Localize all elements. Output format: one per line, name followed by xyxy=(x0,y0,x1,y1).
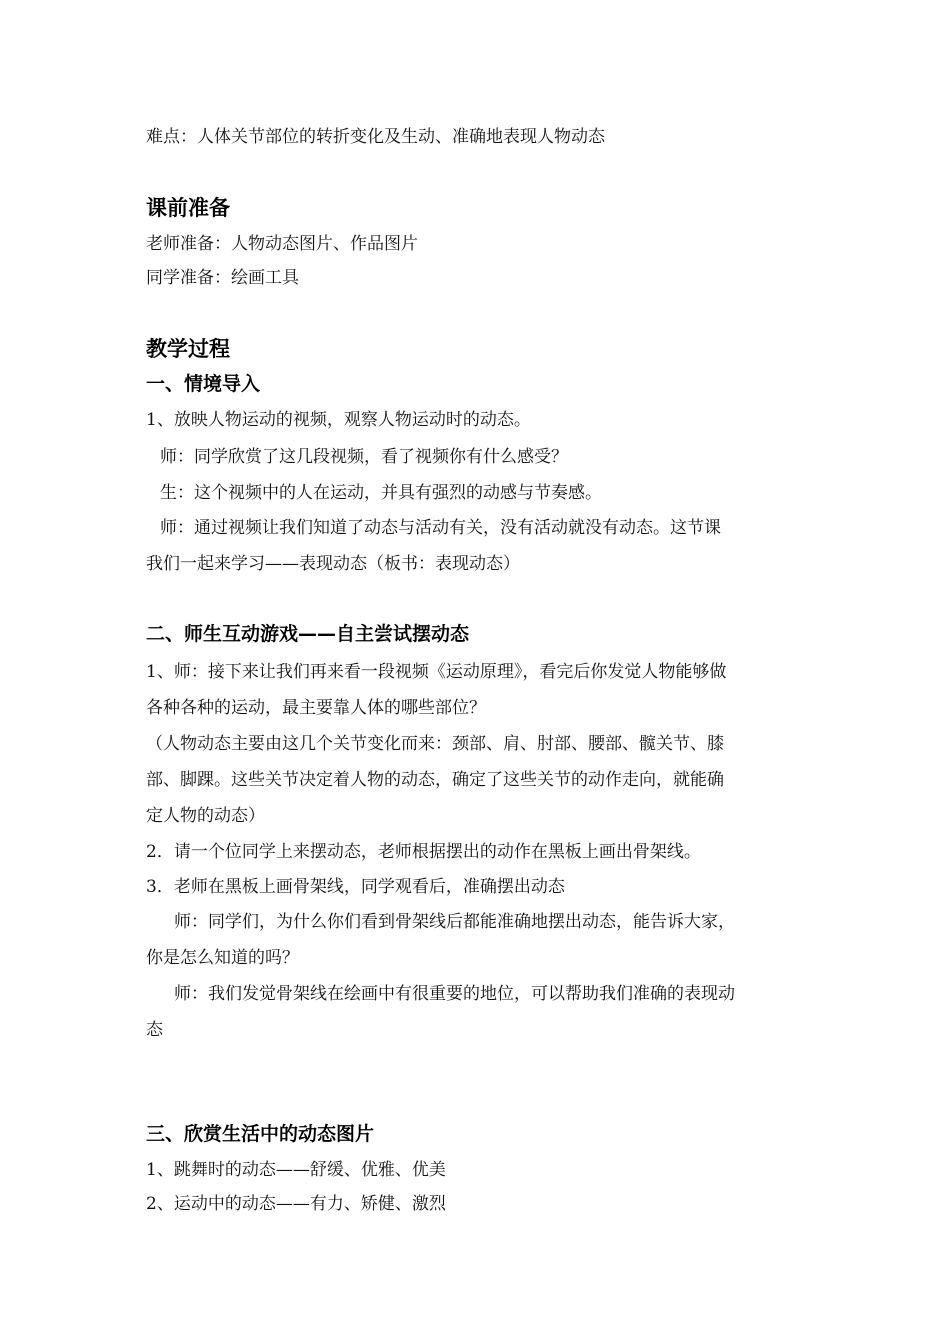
section2-line: （人物动态主要由这几个关节变化而来：颈部、肩、肘部、腰部、髋关节、膝 xyxy=(146,734,724,754)
section2-line: 师：同学们，为什么你们看到骨架线后都能准确地摆出动态，能告诉大家， xyxy=(174,912,735,932)
section2-line: 你是怎么知道的吗？ xyxy=(146,948,299,968)
section2-heading: 二、师生互动游戏——自主尝试摆动态 xyxy=(146,623,470,645)
section1-line: 1、放映人物运动的视频，观察人物运动时的动态。 xyxy=(146,410,531,430)
section3-heading: 三、欣赏生活中的动态图片 xyxy=(146,1123,375,1145)
difficulty-text: 难点：人体关节部位的转折变化及生动、准确地表现人物动态 xyxy=(146,127,605,147)
section2-line: 各种各种的运动，最主要靠人体的哪些部位？ xyxy=(146,698,486,718)
prep-student: 同学准备：绘画工具 xyxy=(146,268,299,288)
section3-line: 1、跳舞时的动态——舒缓、优雅、优美 xyxy=(146,1160,446,1180)
process-heading: 教学过程 xyxy=(146,337,230,361)
prep-teacher: 老师准备：人物动态图片、作品图片 xyxy=(146,234,418,254)
section3-line: 2、运动中的动态——有力、矫健、激烈 xyxy=(146,1194,446,1214)
section1-heading: 一、情境导入 xyxy=(146,373,261,395)
section2-line: 3．老师在黑板上画骨架线，同学观看后，准确摆出动态 xyxy=(146,877,565,897)
prep-heading: 课前准备 xyxy=(146,196,230,220)
section2-line: 2．请一个位同学上来摆动态，老师根据摆出的动作在黑板上画出骨架线。 xyxy=(146,842,701,862)
section1-line: 师：通过视频让我们知道了动态与活动有关，没有活动就没有动态。这节课 xyxy=(160,518,721,538)
section2-line: 师：我们发觉骨架线在绘画中有很重要的地位，可以帮助我们准确的表现动 xyxy=(174,984,735,1004)
section2-line: 部、脚踝。这些关节决定着人物的动态，确定了这些关节的动作走向，就能确 xyxy=(146,770,724,790)
section2-line: 态 xyxy=(146,1020,163,1040)
section1-line: 我们一起来学习——表现动态（板书：表现动态） xyxy=(146,554,520,574)
section2-line: 1、师：接下来让我们再来看一段视频《运动原理》，看完后你发觉人物能够做 xyxy=(146,662,727,682)
section1-line: 师：同学欣赏了这几段视频，看了视频你有什么感受？ xyxy=(160,447,568,467)
section2-line: 定人物的动态） xyxy=(146,806,265,826)
section1-line: 生：这个视频中的人在运动，并具有强烈的动感与节奏感。 xyxy=(160,483,602,503)
